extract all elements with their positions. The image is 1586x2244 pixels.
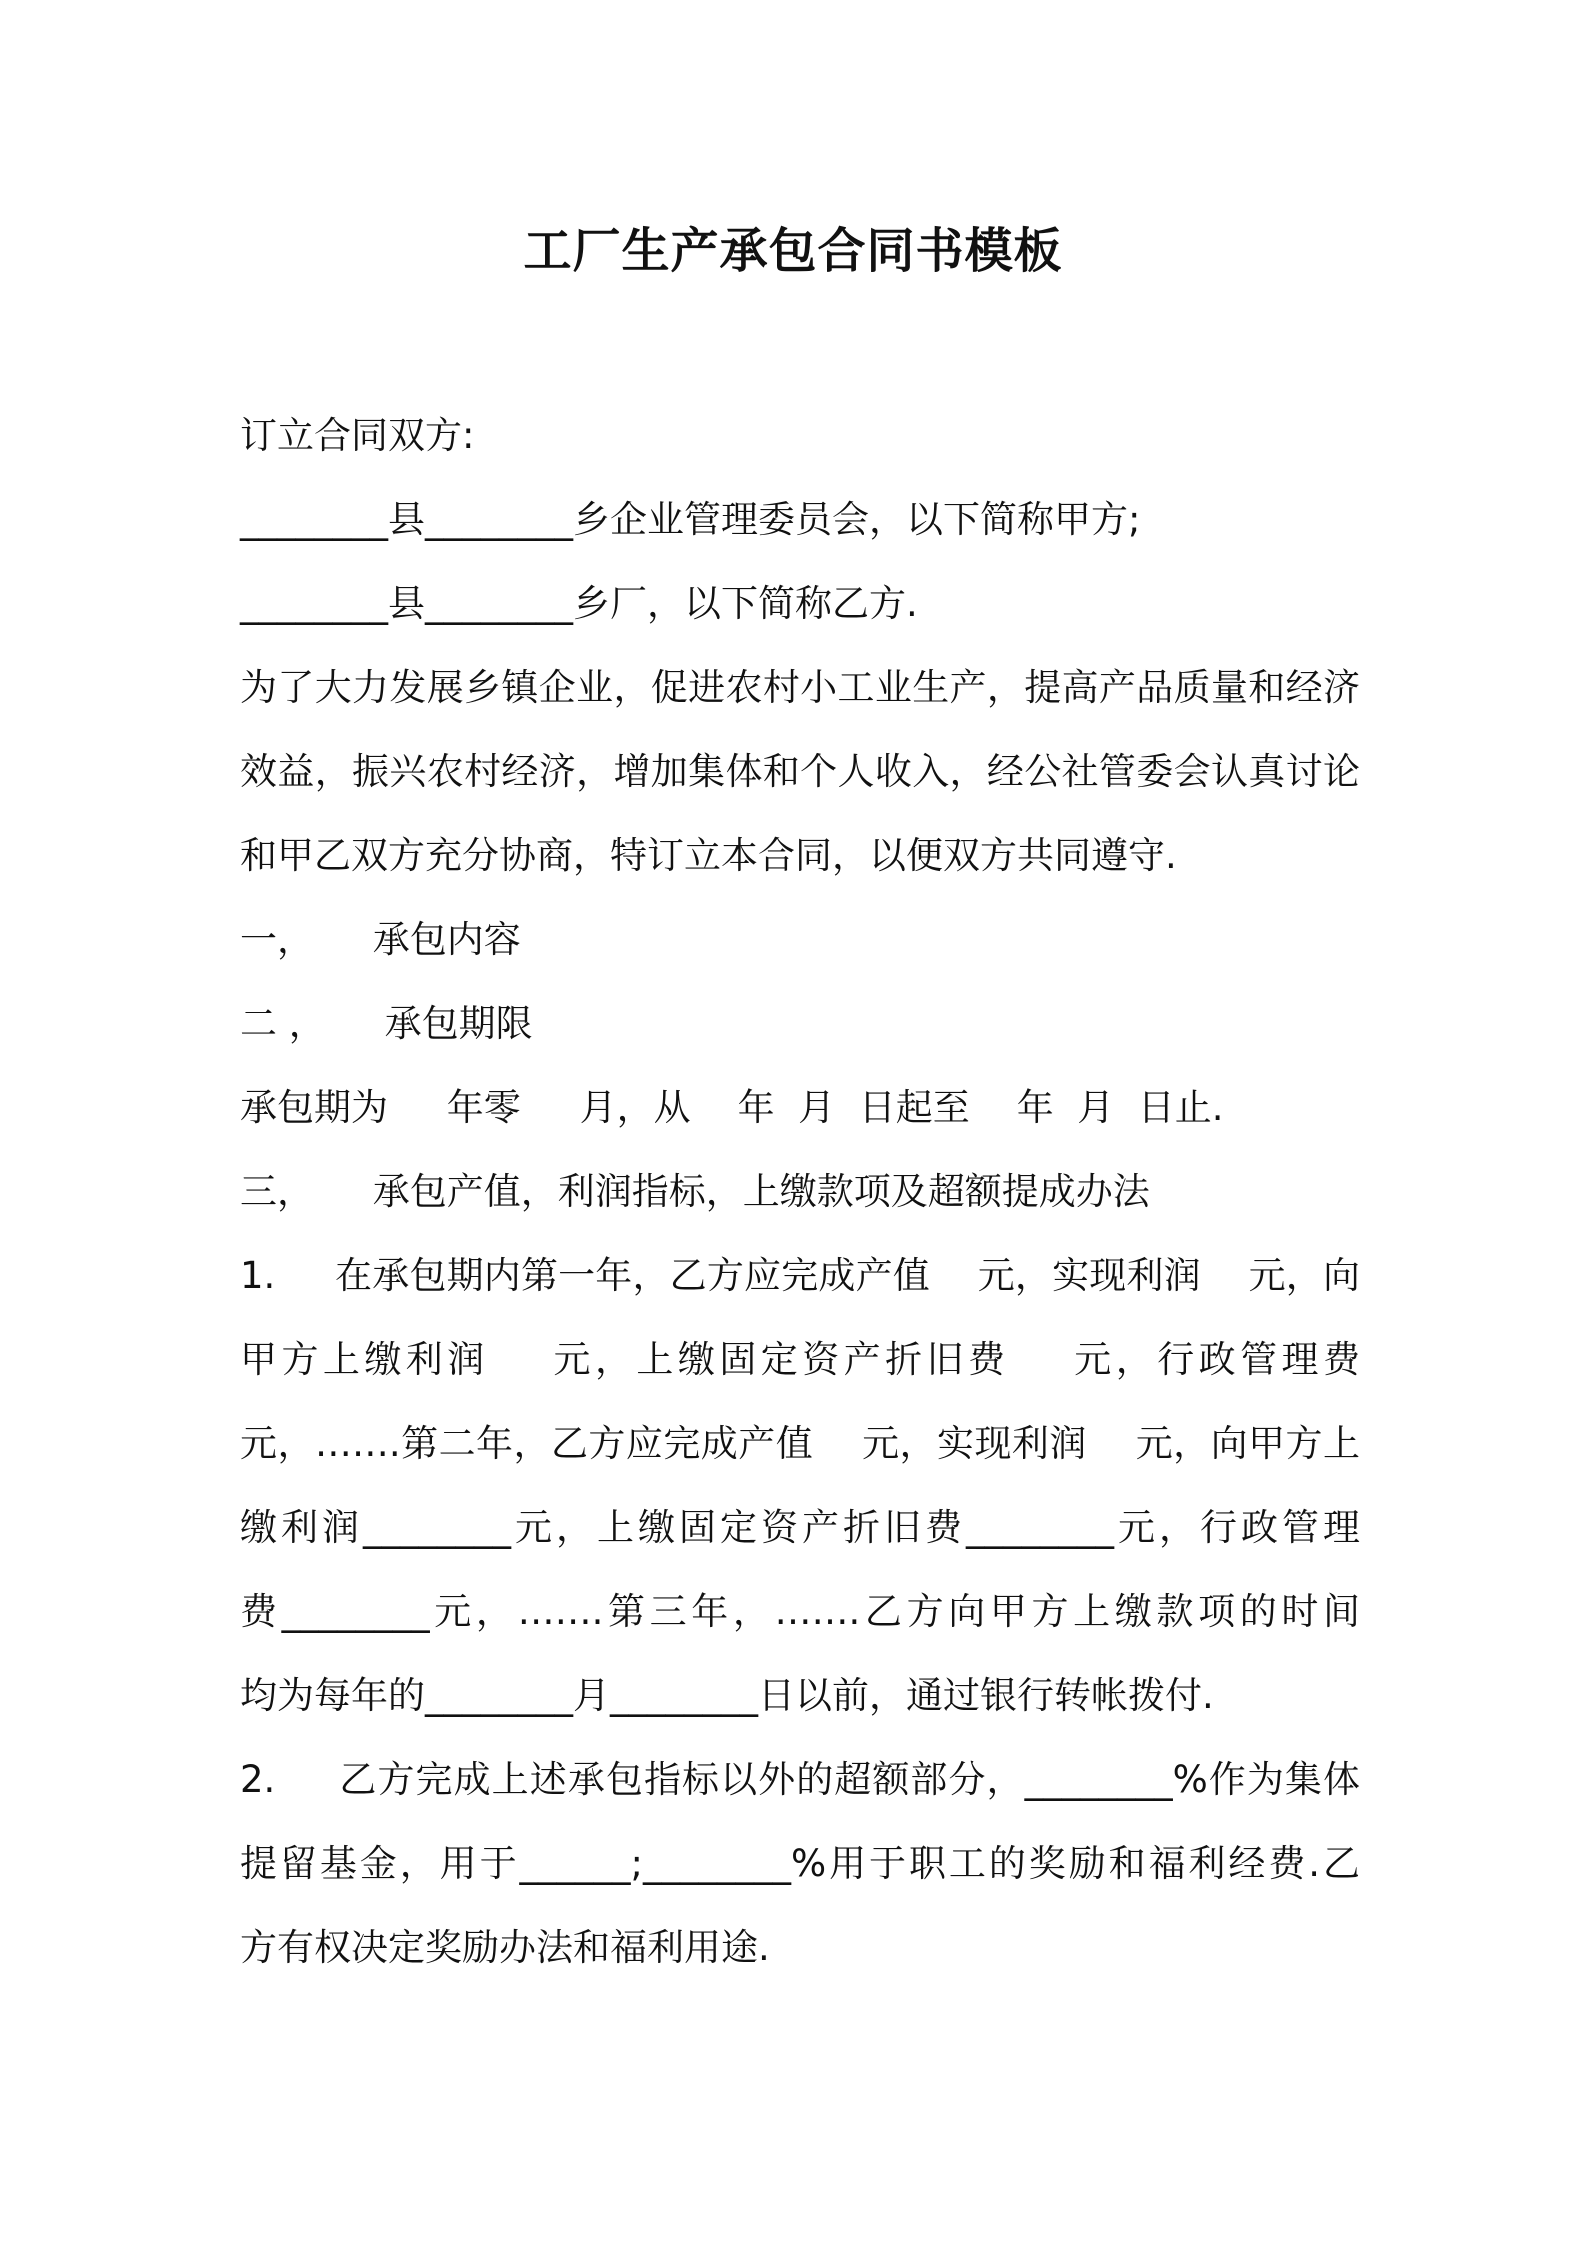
clause-1-line-4: 缴利润________元，上缴固定资产折旧费________元，行政管理: [240, 1506, 1360, 1549]
preamble-line-2: 效益，振兴农村经济，增加集体和个人收入，经公社管委会认真讨论: [240, 750, 1360, 793]
clause-1-line-2: 甲方上缴利润 元，上缴固定资产折旧费 元，行政管理费: [240, 1338, 1360, 1381]
section-2-heading: 二 ， 承包期限: [240, 1002, 533, 1045]
term-line: 承包期为 年零 月，从 年 月 日起至 年 月 日止.: [240, 1086, 1224, 1129]
clause-1-line-3: 元，…….第二年，乙方应完成产值 元，实现利润 元，向甲方上: [240, 1422, 1360, 1465]
clause-1-line-6: 均为每年的________月________日以前，通过银行转帐拨付.: [240, 1674, 1214, 1717]
section-1-heading: 一， 承包内容: [240, 918, 521, 961]
parties-heading: 订立合同双方:: [240, 414, 475, 457]
clause-2-line-1: 2. 乙方完成上述承包指标以外的超额部分，________%作为集体: [240, 1758, 1360, 1801]
clause-1-line-5: 费________元，…….第三年，…….乙方向甲方上缴款项的时间: [240, 1590, 1360, 1633]
clause-1-line-1: 1. 在承包期内第一年，乙方应完成产值 元，实现利润 元，向: [240, 1254, 1360, 1297]
clause-2-line-3: 方有权决定奖励办法和福利用途.: [240, 1926, 770, 1969]
document-title: 工厂生产承包合同书模板: [523, 223, 1063, 279]
preamble-line-1: 为了大力发展乡镇企业，促进农村小工业生产，提高产品质量和经济: [240, 666, 1360, 709]
clause-2-line-2: 提留基金，用于______;________%用于职工的奖励和福利经费.乙: [240, 1842, 1360, 1885]
preamble-line-3: 和甲乙双方充分协商，特订立本合同，以便双方共同遵守.: [240, 834, 1177, 877]
section-3-heading: 三， 承包产值，利润指标，上缴款项及超额提成办法: [240, 1170, 1150, 1213]
party-b-line: ________县________乡厂，以下简称乙方.: [240, 582, 918, 625]
party-a-line: ________县________乡企业管理委员会，以下简称甲方;: [240, 498, 1141, 541]
